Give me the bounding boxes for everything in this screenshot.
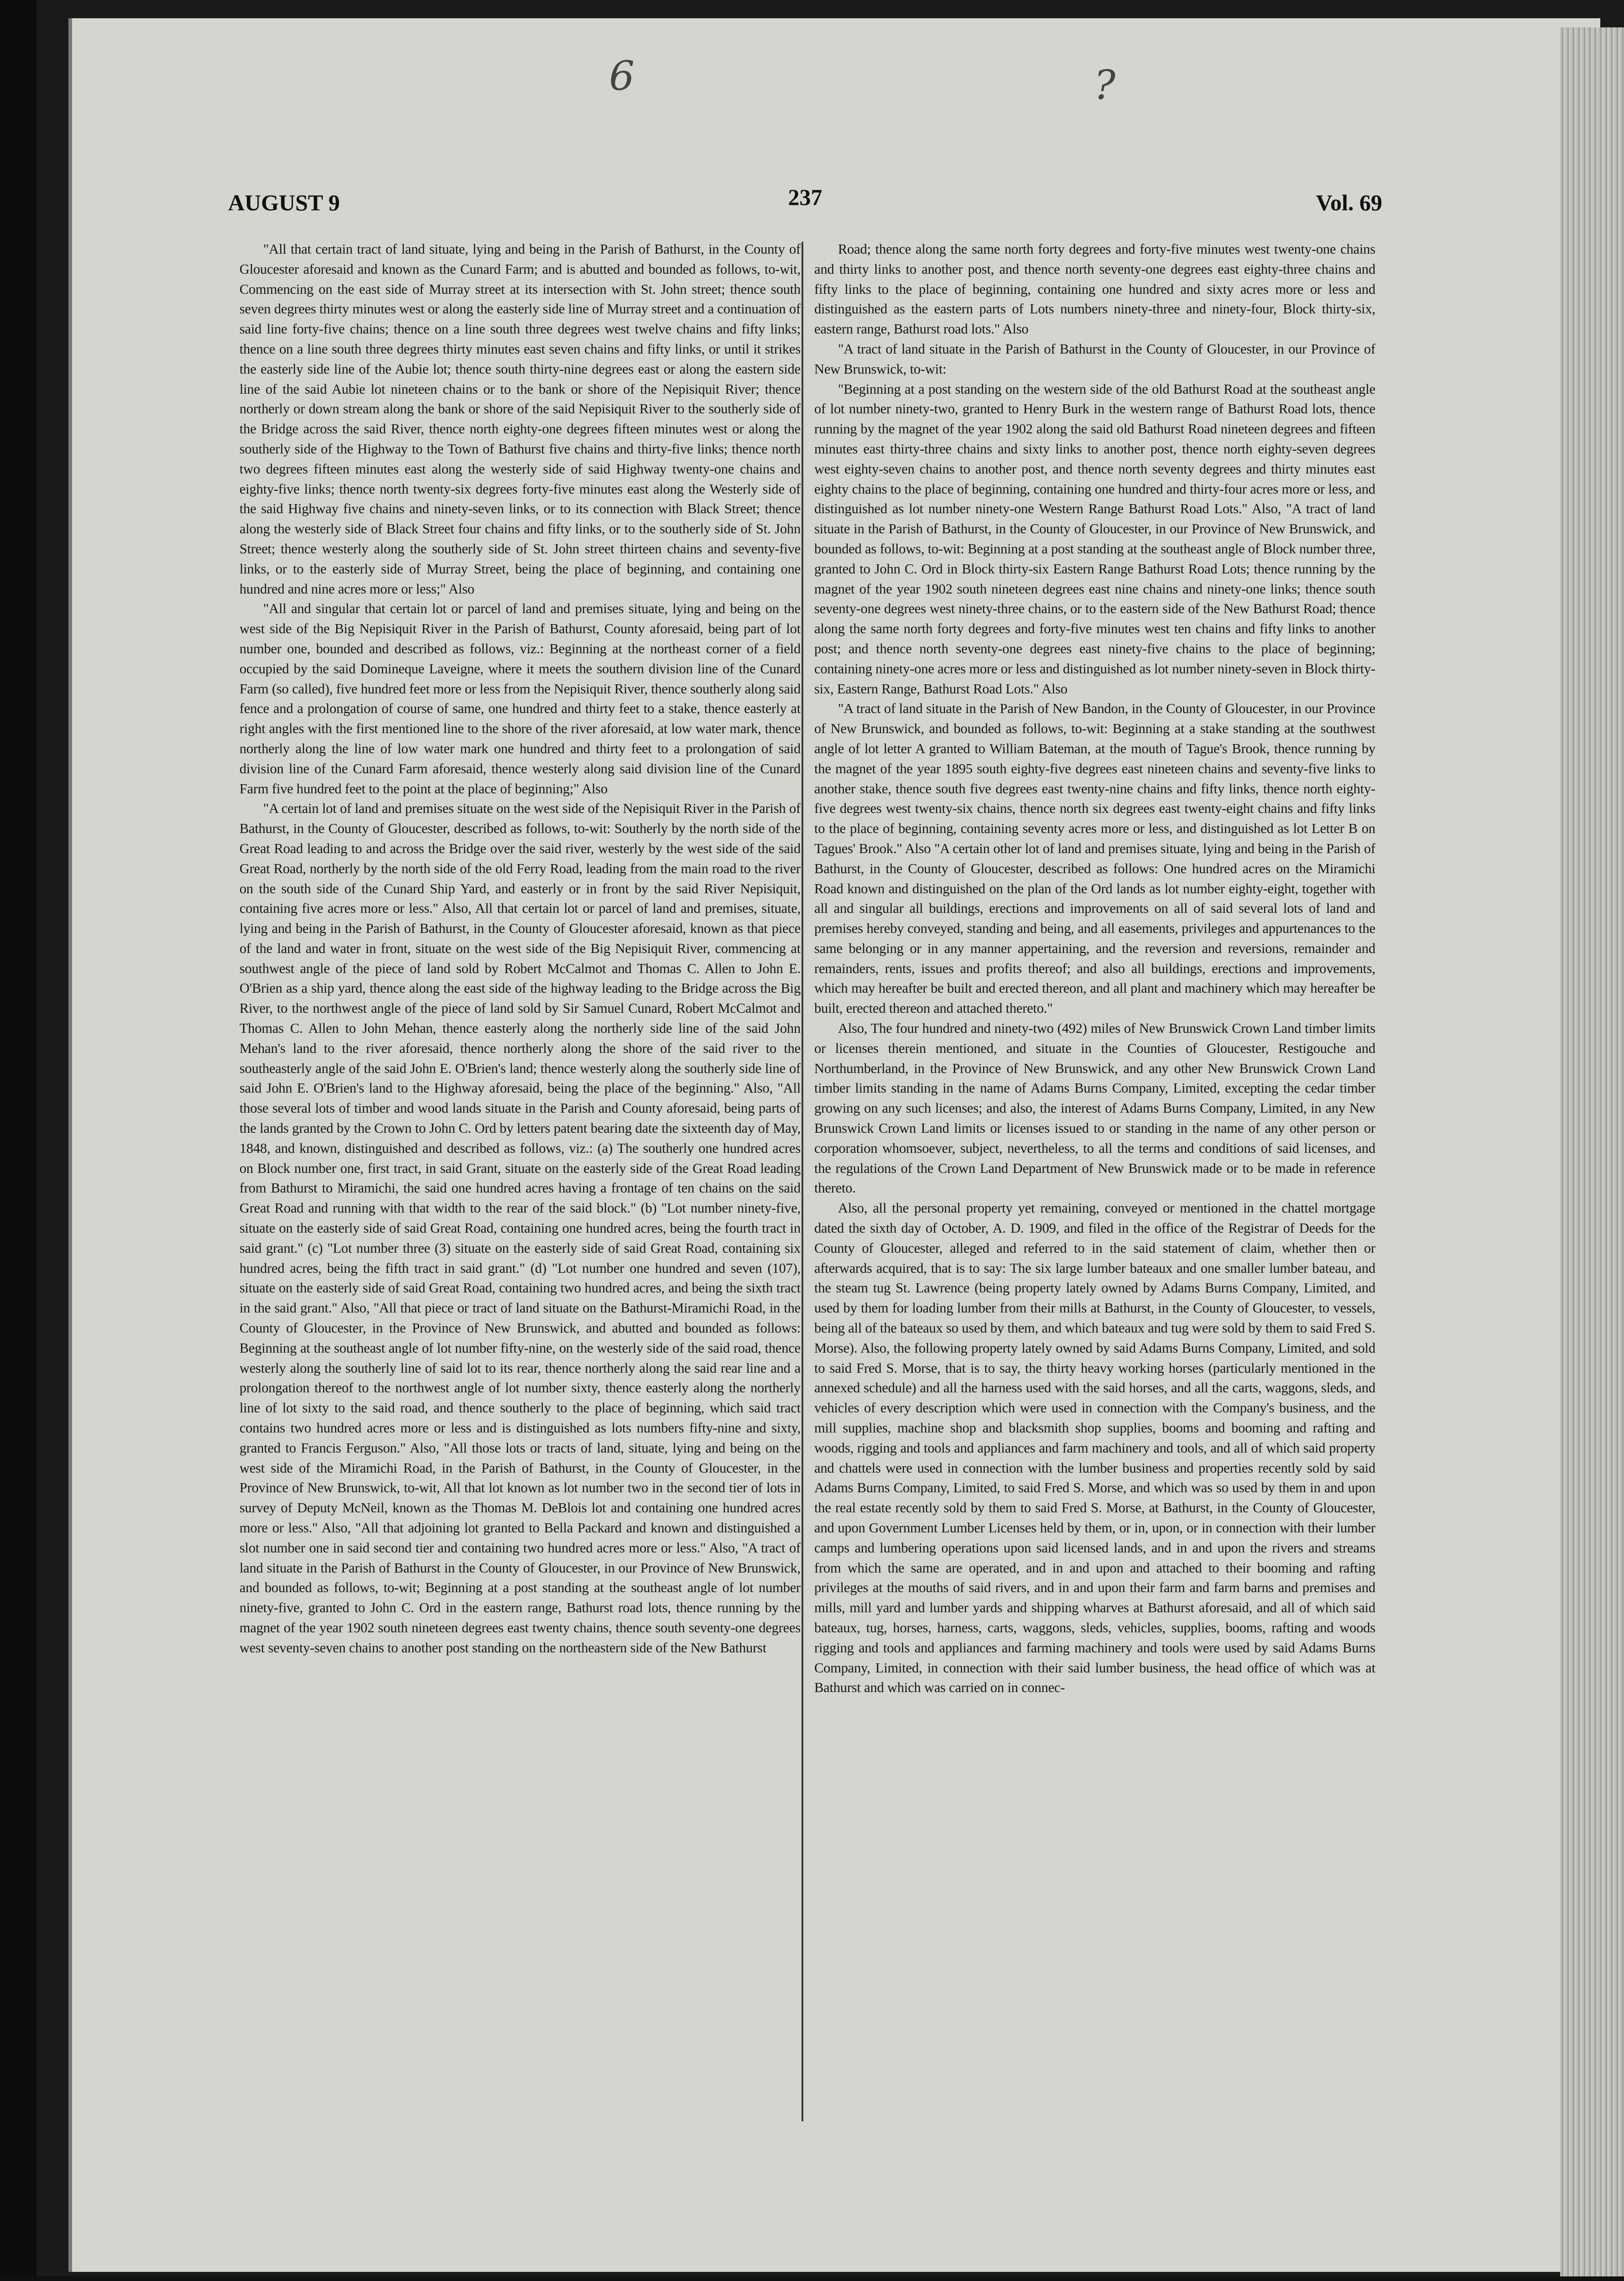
left-column (239, 240, 801, 2119)
page-header (228, 184, 1382, 230)
paragraph: "All and singular that certain lot or parcel of land and premises situate, lying and being on the west side of the Big Nepisiquit River in the Parish of Bathurst, County aforesaid, being part of lot number one, bounded and described as follows, viz.: Beginning at the northeast corner of a field occupied by the said Domineque Laveigne, where it meets the southern division line of the Cunard Farm (so called), five hundred feet more or less from the Nepisiquit River, thence southerly along said fence and a prolongation of course of same, one hundred and thirty feet to a stake, thence easterly at right angles with the first mentioned line to the shore of the river aforesaid, at low water mark, thence northerly along the line of low water mark one hundred and thirty feet to a prolongation of said division line of the Cunard Farm aforesaid, thence westerly along said division line of the Cunard Farm five hundred feet to the point at the place of beginning;" Also (239, 601, 801, 797)
scan-bottom-border (0, 2276, 1624, 2281)
issue-date: AUGUST 9 (228, 190, 340, 215)
paragraph: Road; thence along the same north forty degrees and forty-five minutes west twenty-one chains and thirty links to another post, and thence north seventy-one degrees east eighty-three chains and fifty links to the place of beginning, containing one hundred and sixty acres more or less and distinguished as the eastern parts of Lots numbers ninety-three and ninety-four, Block thirty-six, eastern range, Bathurst road lots." Also (814, 241, 1375, 337)
volume-number: Vol. 69 (1316, 190, 1382, 215)
book-page-stack (1560, 27, 1624, 2281)
paragraph: "A certain lot of land and premises situate on the west side of the Nepisiquit River in the Parish of Bathurst, in the County of Gloucester, described as follows, to-wit: Southerly by the north side of the Great Road leading to and across the Bridge over the said river, westerly by the west side of the said Great Road, northerly by the north side of the old Ferry Road, leading from the main road to the river on the south side of the Cunard Ship Yard, and easterly or in front by the said River Nepisiquit, containing five acres more or less." Also, All that certain lot or parcel of land and premises, situate, lying and being in the Parish of Bathurst, in the County of Gloucester aforesaid, known as that piece of the land and water in front, situate on the west side of the Big Nepisiquit River, commencing at southwest angle of the piece of land sold by Robert McCalmot and Thomas C. Allen to John E. O'Brien as a ship yard, thence along the east side of the highway leading to the Bridge across the Big River, to the northwest angle of the piece of land sold by Sir Samuel Cunard, Robert McCalmot and Thomas C. Allen to John Mehan, thence easterly along the northerly side line of the said John Mehan's land to the river aforesaid, thence northerly along the shore of the said river to the southeasterly angle of the said John E. O'Brien's land; thence westerly along the southerly side line of said John E. O'Brien's land to the Highway aforesaid, being the place of the beginning." Also, "All those several lots of timber and wood lands situate in the Parish and County aforesaid, being parts of the lands granted by the Crown to John C. Ord by letters patent bearing date the sixteenth day of May, 1848, and known, distinguished and described as follows, viz.: (a) The southerly one hundred acres on Block number one, first tract, in said Grant, situate on the easterly side of the Great Road leading from Bathurst to Miramichi, the said one hundred acres having a frontage of ten chains on the said Great Road and running with that width to the rear of the said block." (b) "Lot number ninety-five, situate on the easterly side of said Great Road, containing one hundred acres, being the fourth tract in said grant." (c) "Lot number three (3) situate on the easterly side of said Great Road, containing six hundred acres, being the fifth tract in said grant." (d) "Lot number one hundred and seven (107), situate on the easterly side of said Great Road, containing two hundred acres, and being the sixth tract in the said grant." Also, "All that piece or tract of land situate on the Bathurst-Miramichi Road, in the County of Gloucester, in the Province of New Brunswick, and abutted and bounded as follows: Beginning at the southeast angle of lot number fifty-nine, on the westerly side of the said road, thence westerly along the southerly line of said lot to its rear, thence northerly along the said rear line and a prolongation thereof to the northwest angle of lot number sixty, thence easterly along the northerly line of lot sixty to the said road, and thence southerly to the place of beginning, which said tract contains two hundred acres more or less and is distinguished as lots numbers fifty-nine and sixty, granted to Francis Ferguson." Also, "All those lots or tracts of land, situate, lying and being on the west side of the Miramichi Road, in the Parish of Bathurst, in the County of Gloucester, in the Province of New Brunswick, to-wit, All that lot known as lot number two in the second tier of lots in survey of Deputy McNeil, known as the Thomas M. DeBlois lot and containing one hundred acres more or less." Also, "All that adjoining lot granted to Bella Packard and known and distinguished a slot number one in said second tier and containing two hundred acres more or less." Also, "A tract of land situate in the Parish of Bathurst in the County of Gloucester, in our Province of New Brunswick, and bounded as follows, to-wit; Beginning at a post standing at the southeast angle of lot number ninety-five, granted to John C. Ord in the eastern range, Bathurst road lots, thence running by the magnet of the year 1902 south nineteen degrees east twenty chains, thence south seventy-one degrees west seventy-seven chains to another post standing on the northeastern side of the New Bathurst (239, 801, 801, 1656)
page-number: 237 (788, 184, 822, 210)
right-column (814, 240, 1375, 2119)
handwritten-mark: ? (1094, 62, 1116, 109)
paragraph: Also, The four hundred and ninety-two (492) miles of New Brunswick Crown Land timber limits or licenses therein mentioned, and situate in the Counties of Gloucester, Restigouche and Northumberland, in the Province of New Brunswick, and any other New Brunswick Crown Land timber limits standing in the name of Adams Burns Company, Limited, excepting the cedar timber growing on any such licenses; and also, the interest of Adams Burns Company, Limited, in any New Brunswick Crown Land limits or licenses issued to or standing in the name of any other person or corporation whomsoever, subject, nevertheless, to all the terms and conditions of said licenses, and the regulations of the Crown Land Department of New Brunswick made or to be made in reference thereto. (814, 1021, 1375, 1196)
paragraph: "All that certain tract of land situate, lying and being in the Parish of Bathurst, in the County of Gloucester aforesaid and known as the Cunard Farm; and is abutted and bounded as follows, to-wit, Commencing on the east side of Murray street at its intersection with St. John street; thence south seven degrees thirty minutes west or along the easterly side line of Murray street and a continuation of said line forty-five chains; thence on a line south three degrees west twelve chains and fifty links; thence on a line south three degrees thirty minutes east seven chains and fifty links, or until it strikes the easterly side line of the Aubie lot; thence south thirty-nine degrees east or along the eastern side line of the said Aubie lot nineteen chains or to the bank or shore of the Nepisiquit River; thence northerly or down stream along the bank or shore of the said Nepisiquit River to the southerly side of the Bridge across the said River, thence north eighty-one degrees fifteen minutes west or along the southerly side of the Highway to the Town of Bathurst five chains and thirty-five links; thence north two degrees fifteen minutes east along the westerly side of said Highway twenty-one chains and eighty-five links; thence north twenty-six degrees forty-five minutes east along the Westerly side of the said Highway five chains and ninety-seven links, or to its connection with Black Street; thence along the westerly side of Black Street four chains and fifty links, or to the southerly side of St. John Street; thence westerly along the southerly side of St. John street thirteen chains and seventy-five links, or to the easterly side of Murray Street, being the place of beginning, and containing one hundred and nine acres more or less;" Also (239, 241, 801, 597)
paragraph: Also, all the personal property yet remaining, conveyed or mentioned in the chattel mortgage dated the sixth day of October, A. D. 1909, and filed in the office of the Registrar of Deeds for the County of Gloucester, alleged and referred to in the said statement of claim, whether then or afterwards acquired, that is to say: The six large lumber bateaux and one smaller lumber bateau, and the steam tug St. Lawrence (being property lately owned by Adams Burns Company, Limited, and used by them for loading lumber from their mills at Bathurst, in the County of Gloucester, to vessels, being all of the bateaux so used by them, and which bateaux and tug were sold by them to said Fred S. Morse). Also, the following property lately owned by said Adams Burns Company, Limited, and sold to said Fred S. Morse, that is to say, the thirty heavy working horses (particularly mentioned in the annexed schedule) and all the harness used with the said horses, and all the carts, waggons, sleds, and vehicles of every description which were used in connection with the Company's business, and the mill supplies, machine shop and blacksmith shop supplies, booms and booming and rafting and woods, rigging and tools and appliances and farm machinery and tools, and all of which said property and chattels were used in connection with the lumber business and properties recently sold by said Adams Burns Company, Limited, to said Fred S. Morse, and which was so used by them in and upon the real estate recently sold by them to said Fred S. Morse, at Bathurst, in the County of Gloucester, and upon Government Lumber Licenses held by them, or in, upon, or in connection with their lumber camps and lumbering operations upon said licensed lands, and in and upon the rivers and streams from which the same are operated, and in and upon and attached to their booming and rafting privileges at the mouths of said rivers, and in and upon their farm and farm barns and premises and mills, mill yard and lumber yards and shipping wharves at Bathurst aforesaid, and all of which said bateaux, tug, horses, harness, carts, waggons, sleds, vehicles, supplies, booms, rafting and woods rigging and tools and appliances and farming machinery and tools were used by said Adams Burns Company, Limited, in connection with their said lumber business, the head office of which was at Bathurst and which was carried on in connec- (814, 1200, 1375, 1696)
paragraph: "A tract of land situate in the Parish of Bathurst in the County of Gloucester, in our Province of New Brunswick, to-wit: (814, 341, 1375, 377)
handwritten-mark: 6 (609, 52, 635, 99)
paragraph: "Beginning at a post standing on the western side of the old Bathurst Road at the southeast angle of lot number ninety-two, granted to Henry Burk in the western range of Bathurst Road lots, thence running by the magnet of the year 1902 along the said old Bathurst Road nineteen degrees and fifteen minutes east thirty-three chains and sixty links to another post, thence north eighty-seven degrees west eighty-seven chains to another post, and thence north seventy degrees and thirty minutes east eighty chains to the place of beginning, containing one hundred and thirty-four acres more or less, and distinguished as lot number ninety-one Western Range Bathurst Road Lots." Also, "A tract of land situate in the Parish of Bathurst, in the County of Gloucester, in our Province of New Brunswick, and bounded as follows, to-wit: Beginning at a post standing at the southeast angle of Block number three, granted to John C. Ord in Block thirty-six Eastern Range Bathurst Road Lots; thence running by the magnet of the year 1902 south nineteen degrees east nine chains and ninety-one links; thence south seventy-one degrees west ninety-three chains, or to the eastern side of the New Bathurst Road; thence along the same north forty degrees and forty-five minutes west ten chains and fifty links to another post; and thence north seventy-one degrees east ninety-five chains to the place of beginning; containing ninety-one acres more or less and distinguished as lot number ninety-seven in Block thirty-six, Eastern Range, Bathurst Road Lots." Also (814, 381, 1375, 697)
column-rule (802, 242, 803, 2121)
paragraph: "A tract of land situate in the Parish of New Bandon, in the County of Gloucester, in our Province of New Brunswick, and bounded as follows, to-wit: Beginning at a stake standing at the southwest angle of lot letter A granted to William Bateman, at the mouth of Tague's Brook, thence running by the magnet of the year 1895 south eighty-five degrees east nineteen chains and seventy-five links to another stake, thence south five degrees east twenty-nine chains and fifty links, thence north eighty-five degrees west twenty-six chains, thence north six degrees east twenty-eight chains and fifty links to the place of beginning, containing seventy acres more or less, and distinguished as lot Letter B on Tagues' Brook." Also "A certain other lot of land and premises situate, lying and being in the Parish of Bathurst, in the County of Gloucester, described as follows: One hundred acres on the Miramichi Road known and distinguished on the plan of the Ord lands as lot number eighty-eight, together with all and singular all buildings, erections and improvements on all of said several lots of land and premises hereby conveyed, standing and being, and all easements, privileges and appurtenances to the same belonging or in any manner appertaining, and the reversion and reversions, remainder and remainders, rents, issues and profits thereof; and also all buildings, erections and improvements, which may hereafter be built and erected thereon, and all plant and machinery which may hereafter be built, erected thereon and attached thereto." (814, 701, 1375, 1016)
left-page-edge (0, 0, 36, 2281)
